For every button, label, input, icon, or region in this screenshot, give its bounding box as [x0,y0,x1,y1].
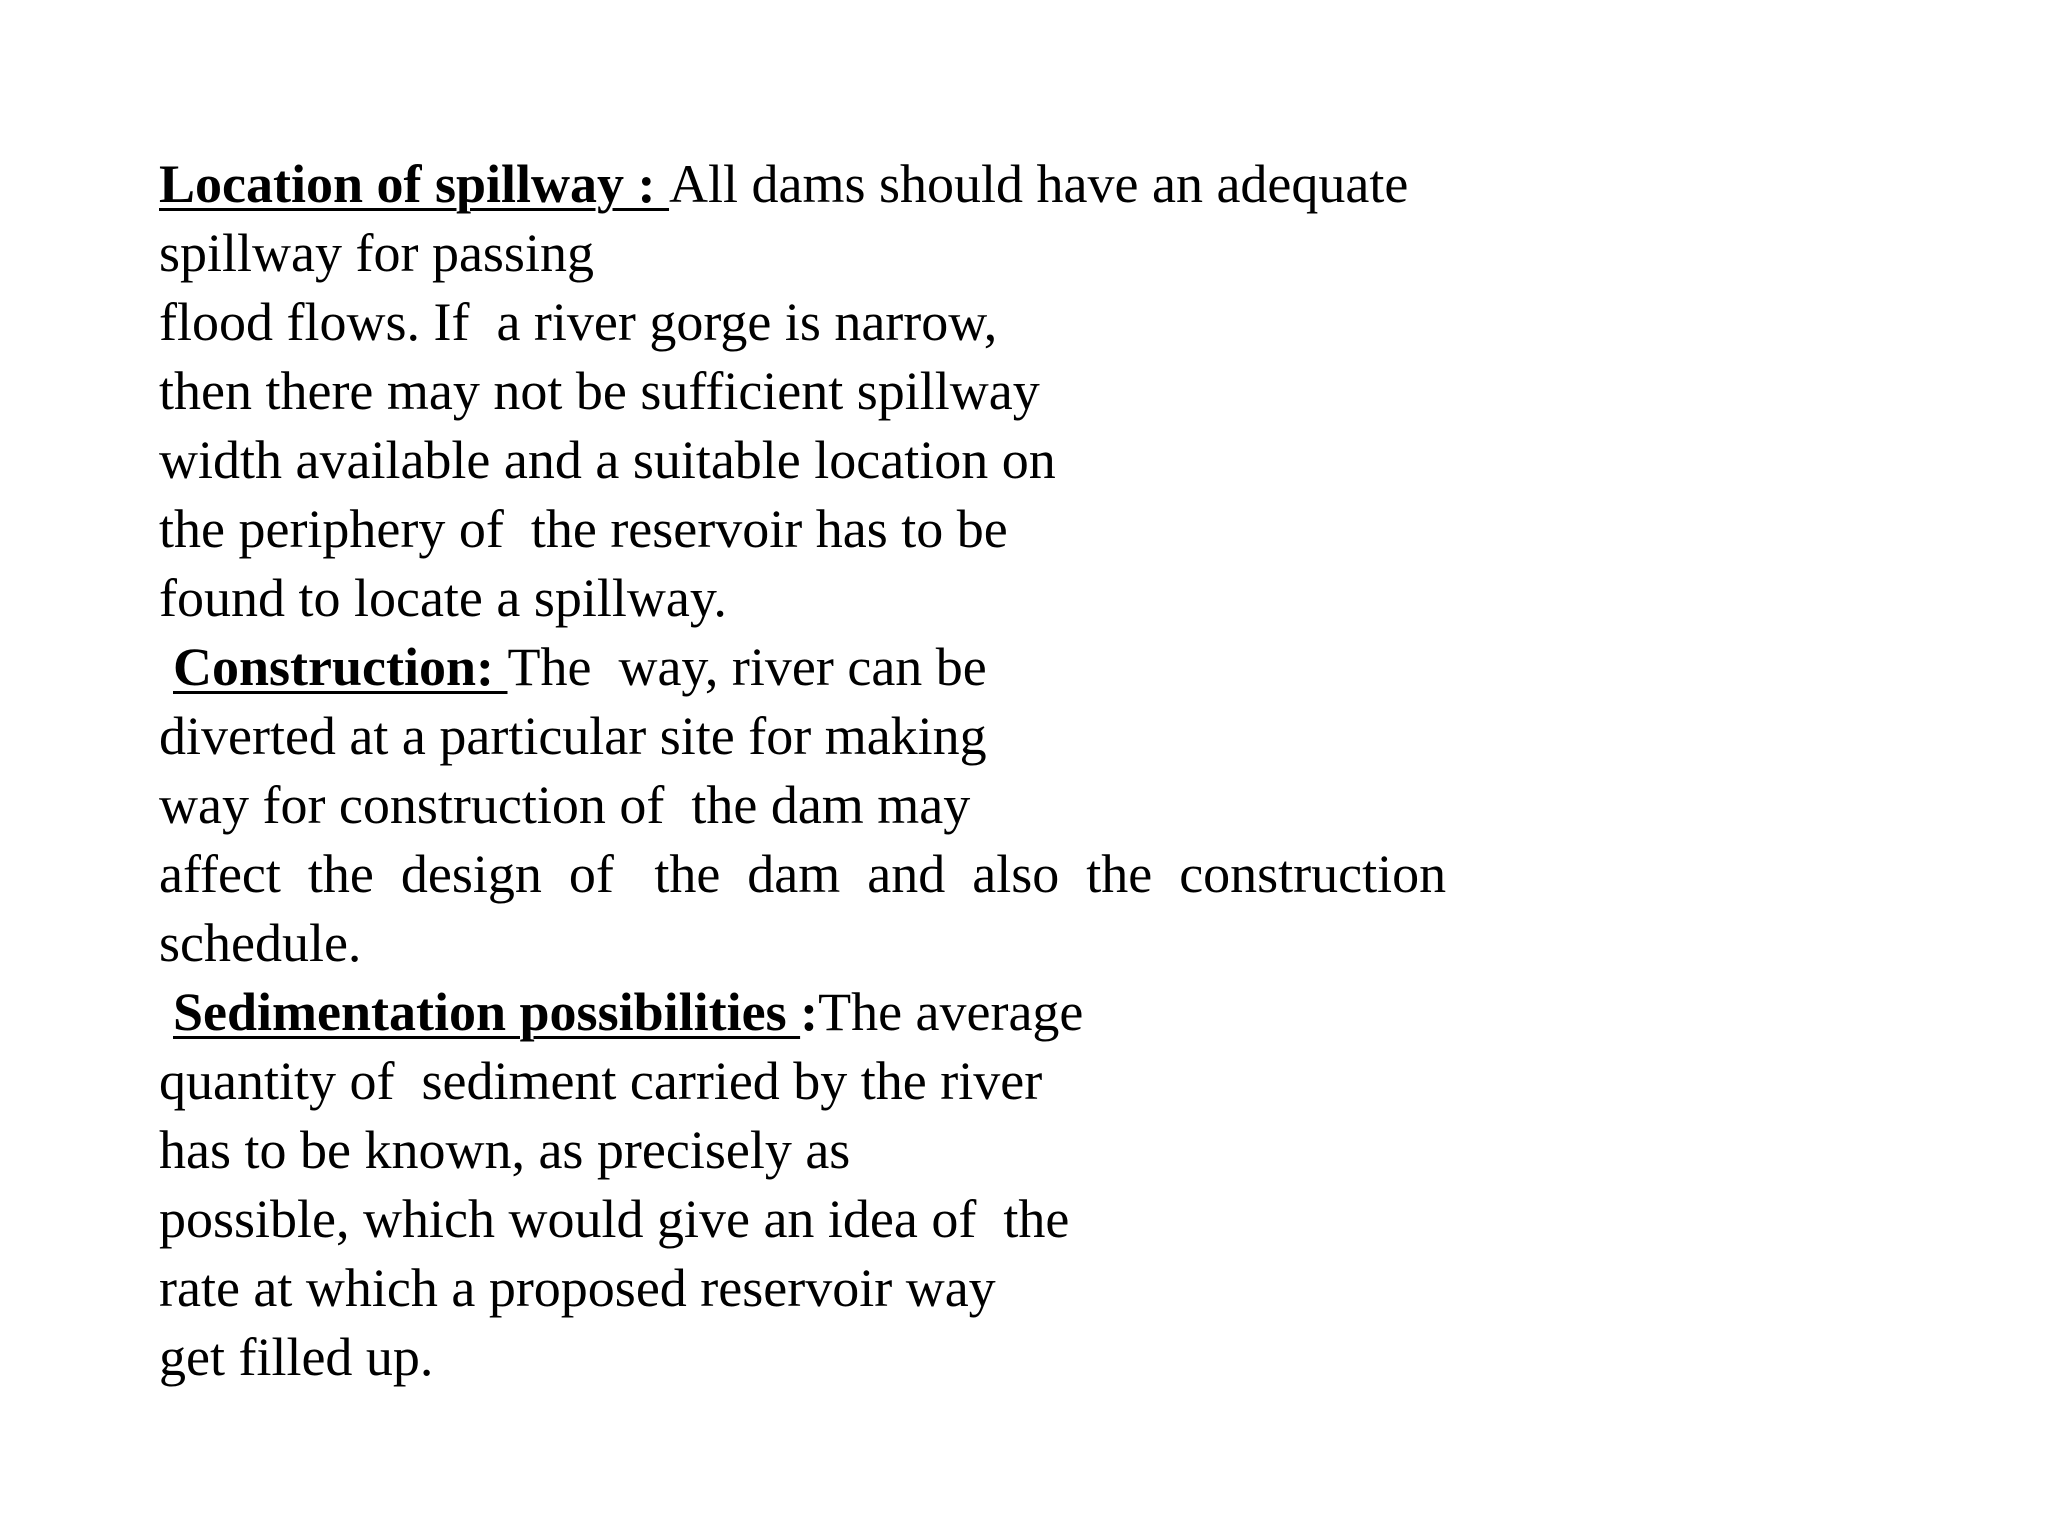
paragraph-line: width available and a suitable location on [159,430,1056,490]
sedimentation-first-line-text: The average [818,982,1084,1042]
heading-location-of-spillway: Location of spillway : [159,154,670,214]
paragraph-line: rate at which a proposed reservoir way [159,1258,996,1318]
body-text [159,150,1539,1392]
paragraph-line: the periphery of the reservoir has to be [159,499,1008,559]
heading-sedimentation-possibilities: Sedimentation possibilities [173,982,801,1042]
paragraph-line: schedule. [159,913,362,973]
construction-first-line-text: The way, river can be [507,637,987,697]
paragraph-construction-line-1 [159,633,1539,702]
paragraph-line: possible, which would give an idea of the [159,1189,1070,1249]
paragraph-line: way for construction of the dam may [159,775,971,835]
paragraph-sedimentation-line-1 [159,978,1539,1047]
paragraph-line: get filled up. [159,1327,434,1387]
paragraph-line: flood flows. If a river gorge is narrow, [159,292,998,352]
heading-construction: Construction: [173,637,508,697]
paragraph-location-line-1 [159,150,1539,219]
paragraph-line: affect the design of the dam and also the construction [159,844,1447,904]
paragraph-line: has to be known, as precisely as [159,1120,851,1180]
paragraph-line: spillway for passing [159,223,594,283]
location-first-line-text: All dams should have an adequate [669,154,1409,214]
paragraph-line: found to locate a spillway. [159,568,727,628]
paragraph-line: quantity of sediment carried by the river [159,1051,1043,1111]
heading-sedimentation-colon: : [800,982,819,1042]
paragraph-line: diverted at a particular site for making [159,706,987,766]
paragraph-line: then there may not be sufficient spillway [159,361,1040,421]
